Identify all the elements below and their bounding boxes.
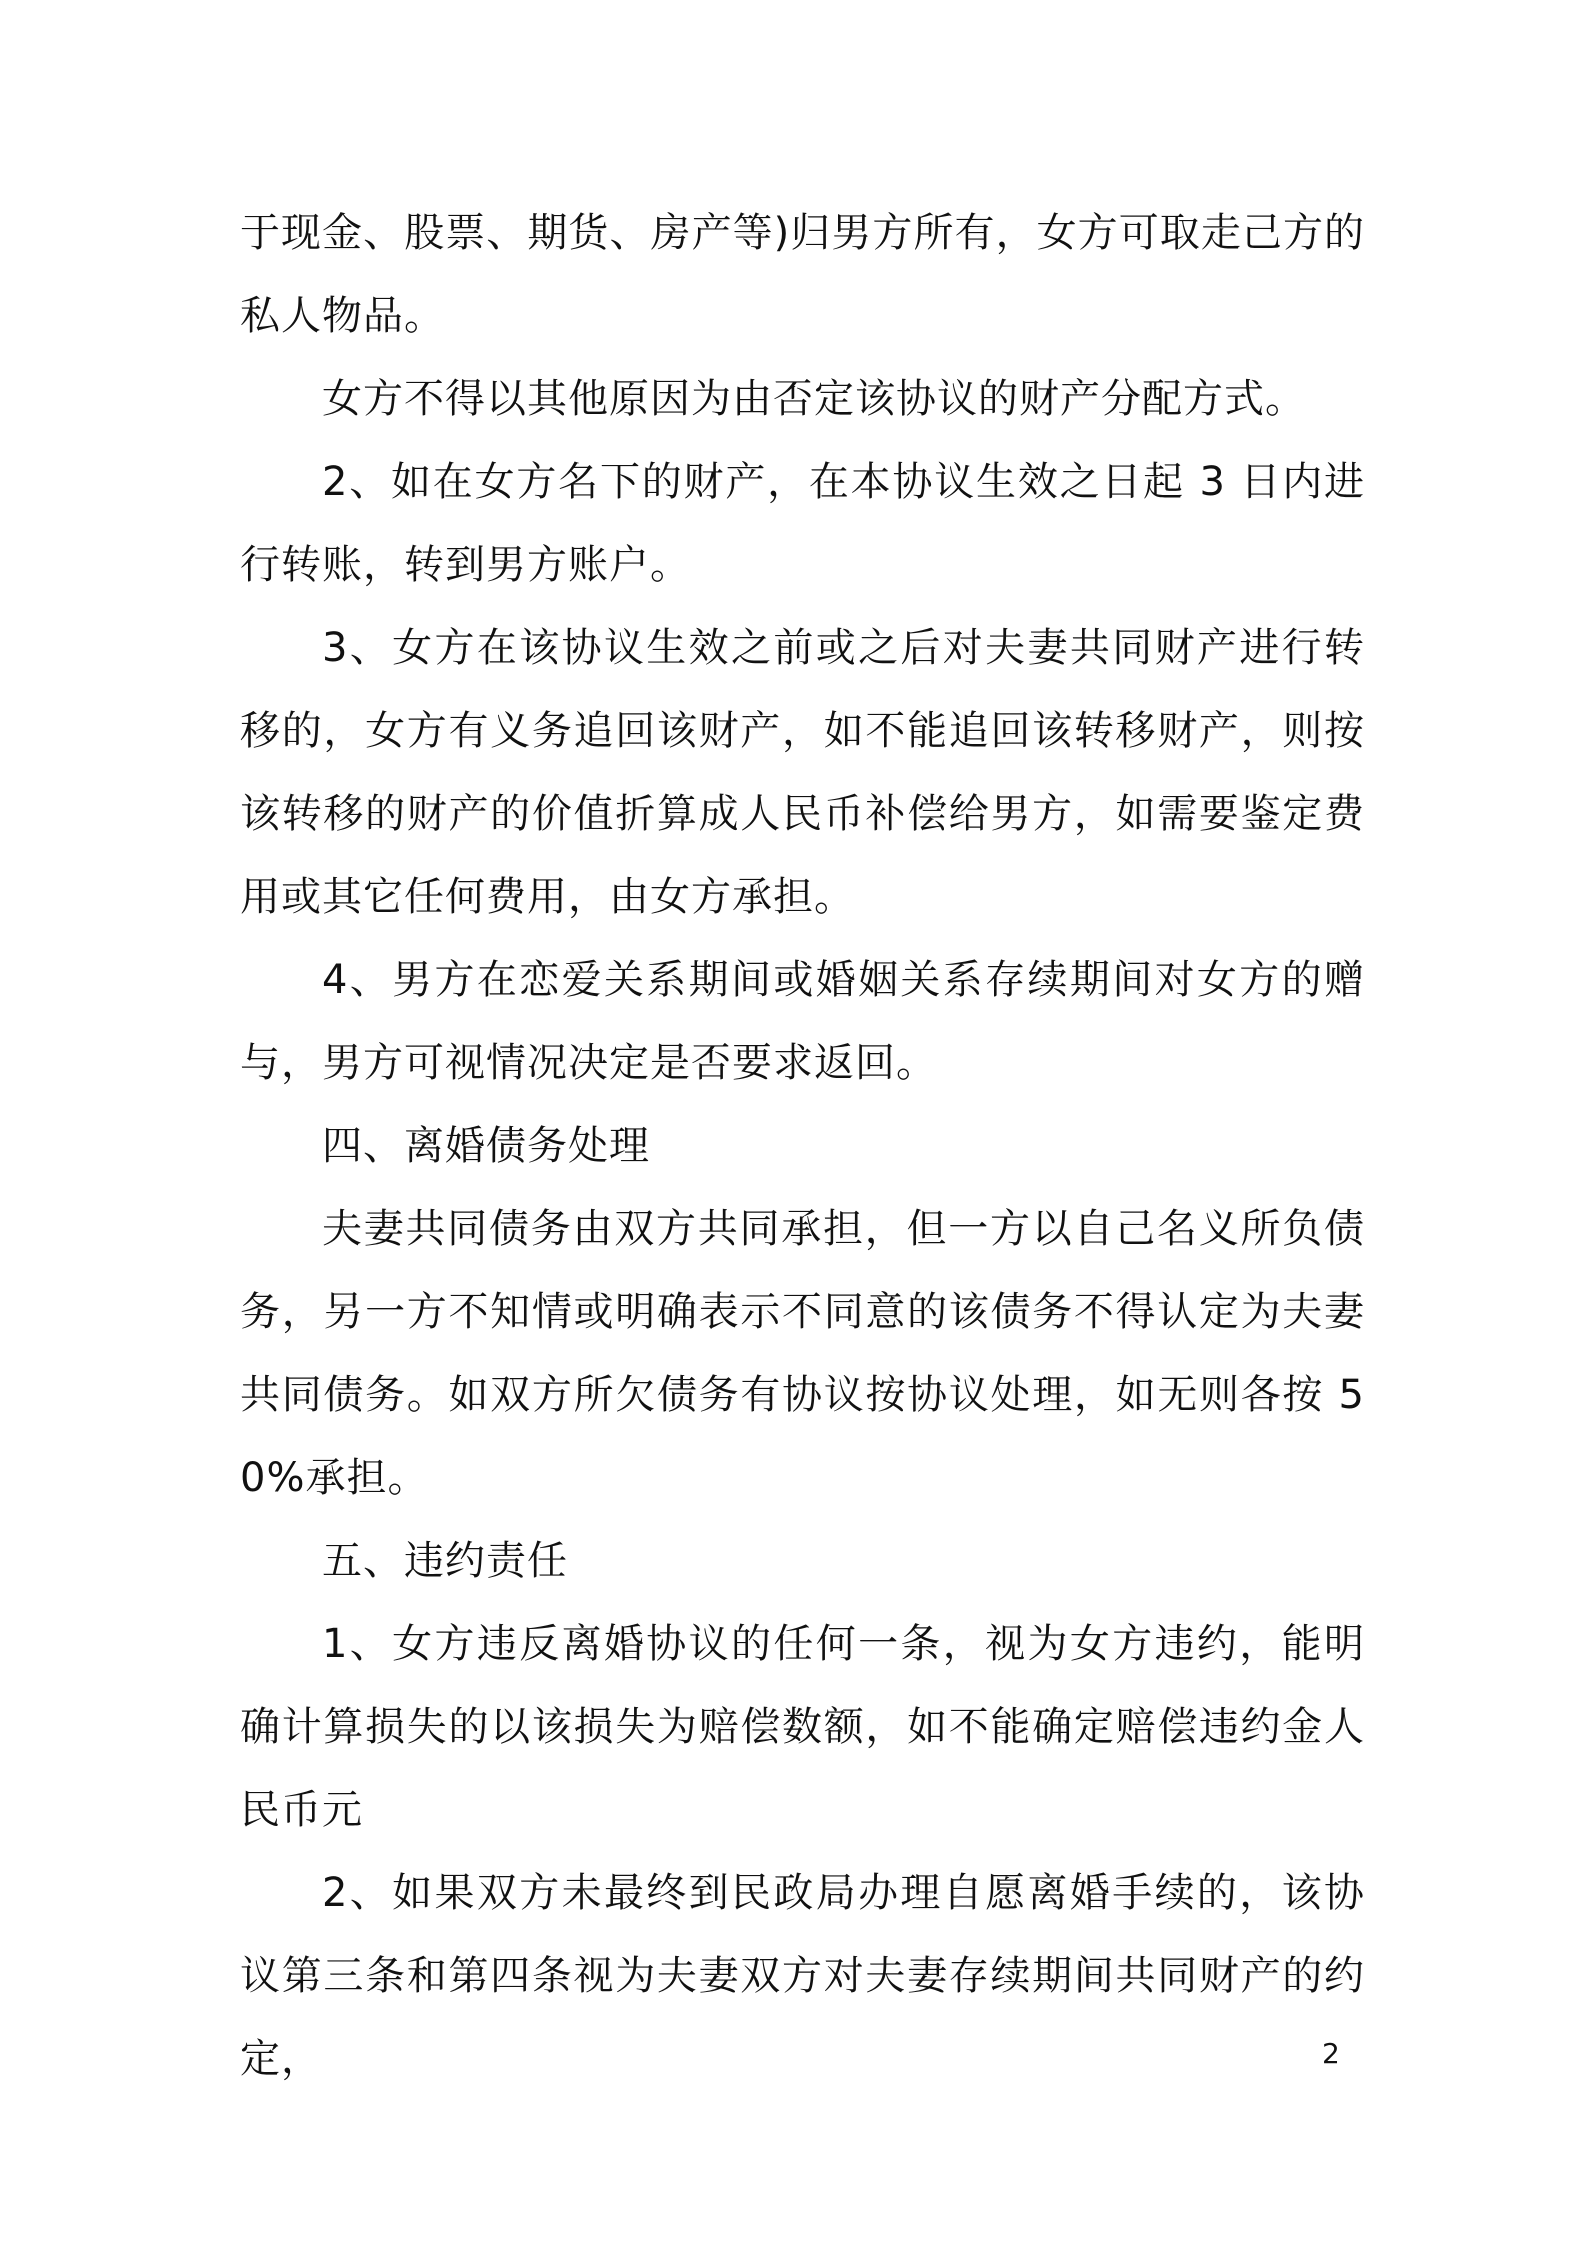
paragraph-4: 3、女方在该协议生效之前或之后对夫妻共同财产进行转移的，女方有义务追回该财产，如不能追回该转移财产，则按该转移的财产的价值折算成人民币补偿给男方，如需要鉴定费用或其它任何费用，由女方承担。 [240, 625, 1365, 920]
paragraph-10: 2、如果双方未最终到民政局办理自愿离婚手续的，该协议第三条和第四条视为夫妻双方对夫妻存续期间共同财产的约定， [240, 1870, 1365, 2082]
section-heading-4: 四、离婚债务处理 [322, 1123, 650, 1169]
document-body [240, 192, 1365, 2101]
paragraph-1: 于现金、股票、期货、房产等)归男方所有，女方可取走己方的私人物品。 [240, 210, 1365, 339]
section-heading-5: 五、违约责任 [322, 1538, 568, 1584]
paragraph-9: 1、女方违反离婚协议的任何一条，视为女方违约，能明确计算损失的以该损失为赔偿数额，如不能确定赔偿违约金人民币元 [240, 1621, 1365, 1833]
paragraph-5: 4、男方在恋爱关系期间或婚姻关系存续期间对女方的赠与，男方可视情况决定是否要求返回。 [240, 957, 1365, 1086]
paragraph-3: 2、如在女方名下的财产，在本协议生效之日起 3 日内进行转账，转到男方账户。 [240, 459, 1365, 588]
paragraph-7: 夫妻共同债务由双方共同承担，但一方以自己名义所负债务，另一方不知情或明确表示不同意的该债务不得认定为夫妻共同债务。如双方所欠债务有协议按协议处理，如无则各按 50%承担。 [240, 1206, 1365, 1501]
page-number: 2 [1322, 2037, 1340, 2070]
paragraph-2: 女方不得以其他原因为由否定该协议的财产分配方式。 [322, 376, 1306, 422]
